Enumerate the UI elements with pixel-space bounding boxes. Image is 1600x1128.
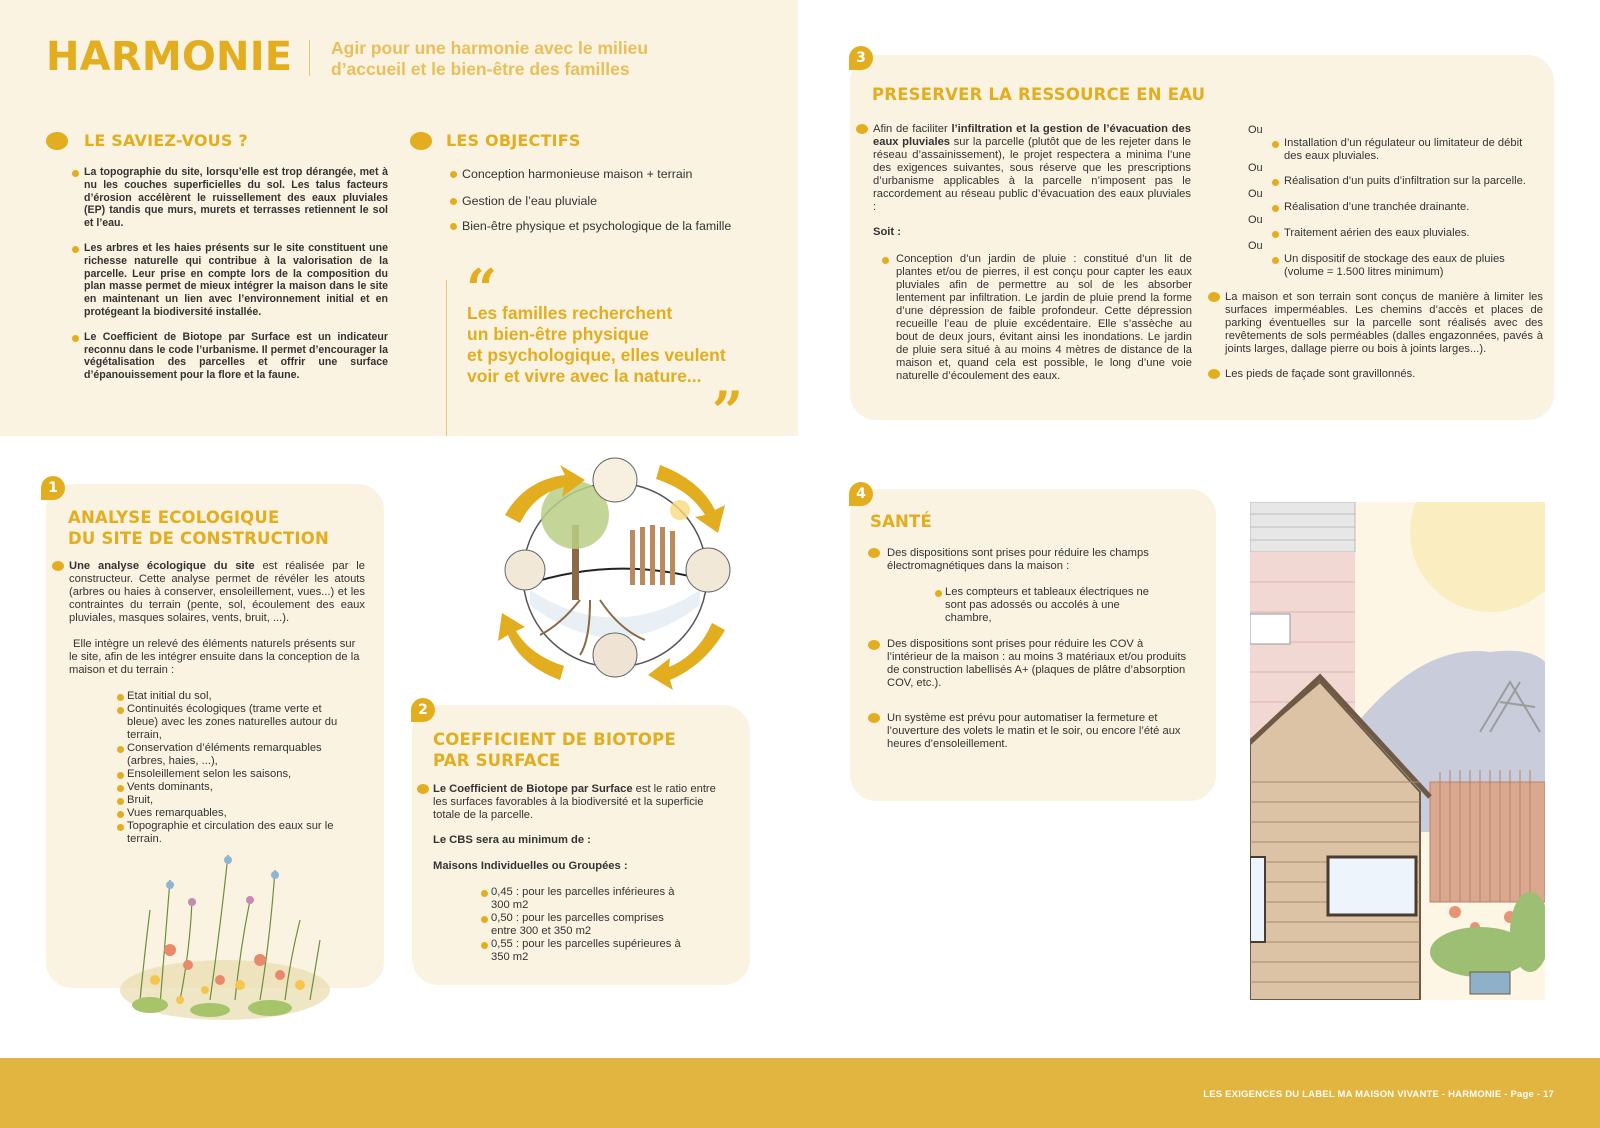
objectifs-list: [450, 167, 780, 233]
section-3-bullet-icon: [856, 124, 868, 134]
pieds-text: Les pieds de façade sont gravillonnés.: [1225, 368, 1416, 380]
section-3-intro: [873, 123, 1191, 214]
heading-line: PAR SURFACE: [433, 751, 561, 770]
title-divider: [309, 40, 310, 76]
section-1-bullet-icon: [52, 561, 64, 571]
section-1-badge: 1: [41, 476, 65, 500]
saviez-item: Le Coefficient de Biotope par Surface est un indicateur reconnu dans le code l’urbanisme. Il permet d’encourager la végétalisation des parcelles et offrir une surface d’épanouissement pour la flore et la faune.: [72, 331, 388, 382]
objectif-item: Conception harmonieuse maison + terrain: [450, 167, 780, 181]
heading-line: ANALYSE ECOLOGIQUE: [68, 508, 280, 527]
option-text: Réalisation d’une tranchée drainante.: [1272, 201, 1542, 214]
list-item: Bruit,: [117, 794, 347, 807]
maisons-label: Maisons Individuelles ou Groupées :: [433, 860, 628, 872]
saviez-item: La topographie du site, lorsqu’elle est trop dérangée, met à nu les couches superficielles du sol. Les talus facteurs d’érosion accélèrent le ruissellement des eaux pluviales (EP) tandis que murs, murets et terrasses retiennent le sol et l’eau.: [72, 166, 388, 230]
option-item: [1272, 175, 1562, 188]
intro-text: est réalisée par le constructeur. Cette analyse permet de révéler les atouts (arbres ou haies à conserver, ensoleillement, vues...) et les contraintes du terrain (pente, sol, écoulement des eaux pluviales, masques solaires, vents, bruit, ...).: [69, 560, 365, 624]
objectifs-heading: LES OBJECTIFS: [446, 131, 581, 150]
ou-label: Ou: [1248, 162, 1263, 174]
section-1-list: [117, 690, 347, 846]
option-text: Un dispositif de stockage des eaux de pluies (volume = 1.500 litres minimum): [1272, 253, 1542, 279]
list-item: 0,45 : pour les parcelles inférieures à 300 m2: [481, 886, 691, 912]
quote-open-icon: “: [466, 257, 498, 321]
option-text: Installation d’un régulateur ou limitateur de débit des eaux pluviales.: [1272, 137, 1542, 163]
saviez-bullet-icon: [46, 132, 68, 150]
cbs-list: [481, 886, 691, 964]
option-item: [1272, 253, 1542, 279]
ou-label: Ou: [1248, 188, 1263, 200]
quote-line: et psychologique, elles veulent: [467, 345, 726, 365]
subtitle-line-2: d’accueil et le bien-être des familles: [331, 59, 630, 79]
ou-label: Ou: [1248, 240, 1263, 252]
list-item: Vents dominants,: [117, 781, 347, 794]
list-item: Conservation d’éléments remarquables (arbres, haies, ...),: [117, 742, 347, 768]
section-4-bullet-icon: [868, 713, 880, 723]
pieds-bullet-icon: [1208, 369, 1220, 379]
section-3-heading: PRESERVER LA RESSOURCE EN EAU: [872, 85, 1206, 104]
section-1-intro: [69, 560, 365, 625]
section-2-bullet-icon: [417, 784, 429, 794]
ou-label: Ou: [1248, 214, 1263, 226]
cycle-illustration: [480, 455, 750, 695]
quote-line: voir et vivre avec la nature...: [467, 366, 702, 386]
intro-bold: Le Coefficient de Biotope par Surface: [433, 783, 633, 795]
sante-item-2: Des dispositions sont prises pour réduire les COV à l’intérieur de la maison : au moins 3 matériaux et/ou produits de construction labellisés A+ (plaques de plâtre d’absorption COV, etc.).: [887, 638, 1187, 689]
list-item: Vues remarquables,: [117, 807, 347, 820]
list-item: Continuités écologiques (trame verte et bleue) avec les zones naturelles autour du terrain,: [117, 703, 347, 742]
footer-text: LES EXIGENCES DU LABEL MA MAISON VIVANTE - HARMONIE - Page - 17: [1203, 1089, 1554, 1100]
option-text: Réalisation d’un puits d’infiltration sur la parcelle.: [1272, 175, 1562, 188]
soit-label: Soit :: [873, 226, 901, 238]
section-4-badge: 4: [849, 482, 873, 506]
option-item: [1272, 201, 1542, 214]
page-title: HARMONIE: [46, 34, 293, 80]
quote-line: un bien-être physique: [467, 324, 649, 344]
saviez-list: [72, 166, 388, 382]
intro-bold: Une analyse écologique du site: [69, 560, 255, 572]
section-2-intro: [433, 783, 733, 822]
section-4-heading: SANTÉ: [870, 512, 932, 531]
quote-close-icon: ”: [712, 379, 744, 443]
list-item: Ensoleillement selon les saisons,: [117, 768, 347, 781]
section-1-heading: [68, 507, 329, 549]
section-2-heading: [433, 729, 676, 771]
saviez-heading: LE SAVIEZ-VOUS ?: [84, 131, 248, 150]
quote-divider: [446, 280, 447, 436]
option-item: [1272, 137, 1542, 163]
objectif-item: Gestion de l’eau pluviale: [450, 194, 780, 208]
quote-text: [467, 303, 726, 387]
ou-label: Ou: [1248, 124, 1263, 136]
section-3-badge: 3: [849, 46, 873, 70]
cbs-minimum: Le CBS sera au minimum de :: [433, 834, 591, 846]
sub-item: Les compteurs et tableaux électriques ne sont pas adossés ou accolés à une chambre,: [935, 586, 1165, 625]
heading-line: DU SITE DE CONSTRUCTION: [68, 529, 329, 548]
intro-bold: l’infiltration et la gestion de l’évacuation des eaux pluviales: [873, 123, 1191, 148]
option-text: Traitement aérien des eaux pluviales.: [1272, 227, 1542, 240]
sante-sub-1: [935, 586, 1165, 625]
saviez-item: Les arbres et les haies présents sur le site constituent une richesse naturelle qui contribue à la valorisation de la parcelle. Leur prise en compte lors de la composition du plan masse permet de mieux intégrer la maison dans le site en maintenant un lien avec l’environnement initial et en protégeant la biodiversité installée.: [72, 242, 388, 319]
objectif-item: Bien-être physique et psychologique de la famille: [450, 219, 780, 233]
sante-item-3: Un système est prévu pour automatiser la fermeture et l’ouverture des volets le matin et le soir, ou encore l’été aux heures d’ensoleillement.: [887, 712, 1181, 750]
sante-item-1: Des dispositions sont prises pour réduire les champs électromagnétiques dans la maison :: [887, 547, 1149, 572]
list-item: Etat initial du sol,: [117, 690, 347, 703]
house-illustration: [1250, 502, 1545, 1000]
intro-text: Afin de faciliter: [873, 123, 952, 135]
list-item: 0,50 : pour les parcelles comprises entre 300 et 350 m2: [481, 912, 691, 938]
list-item: 0,55 : pour les parcelles supérieures à 350 m2: [481, 938, 691, 964]
page-subtitle: [331, 38, 648, 80]
maison-text: La maison et son terrain sont conçus de manière à limiter les surfaces imperméables. Les chemins d’accès et places de parking éventuelles sur la parcelle sont réalisés avec des revêtements de sols perméables (dalles engazonnées, pavés à joints larges, dallage pierre ou bois à joints larges...).: [1225, 291, 1543, 355]
maison-bullet-icon: [1208, 292, 1220, 302]
section-1-para2: Elle intègre un relevé des éléments naturels présents sur le site, afin de les intégrer ensuite dans la conception de la maison et du terrain :: [69, 638, 360, 676]
list-item: Topographie et circulation des eaux sur le terrain.: [117, 820, 347, 846]
option-item: [1272, 227, 1542, 240]
section-4-bullet-icon: [868, 640, 880, 650]
quote-line: Les familles recherchent: [467, 303, 673, 323]
intro-text: est le ratio entre les surfaces favorables à la biodiversité et la superficie totale de la parcelle.: [433, 783, 716, 821]
flower-meadow-illustration: [110, 840, 340, 1030]
section-2-badge: 2: [411, 698, 435, 722]
jardin-pluie: [882, 253, 1192, 383]
heading-line: COEFFICIENT DE BIOTOPE: [433, 730, 676, 749]
subtitle-line-1: Agir pour une harmonie avec le milieu: [331, 38, 649, 58]
jardin-item: Conception d’un jardin de pluie : constitué d’un lit de plantes et/ou de pierres, il est conçu pour capter les eaux pluviales afin de permettre au sol de les absorber lentement par infiltration. Le jardin de pluie prend la forme d’une dépression de faible profondeur. Cette dépression recueille l’eau de pluie excédentaire. Elle s’assèche au bout de deux jours, évitant ainsi les inondations. Le jardin de pluie sera situé à au moins 4 mètres de distance de la maison et, quand cela est possible, le long d’une voie naturelle d’écoulement des eaux.: [882, 253, 1192, 383]
intro-text: sur la parcelle (plutôt que de les rejeter dans le réseau d’assainissement), le projet respectera a minima l’une des exigences suivantes, sous réserve que les prescriptions d’urbanisme applicables à la parcelle n’imposent pas le raccordement au réseau public d’évacuation des eaux pluviales :: [873, 136, 1191, 213]
section-4-bullet-icon: [868, 548, 880, 558]
objectifs-bullet-icon: [410, 132, 432, 150]
